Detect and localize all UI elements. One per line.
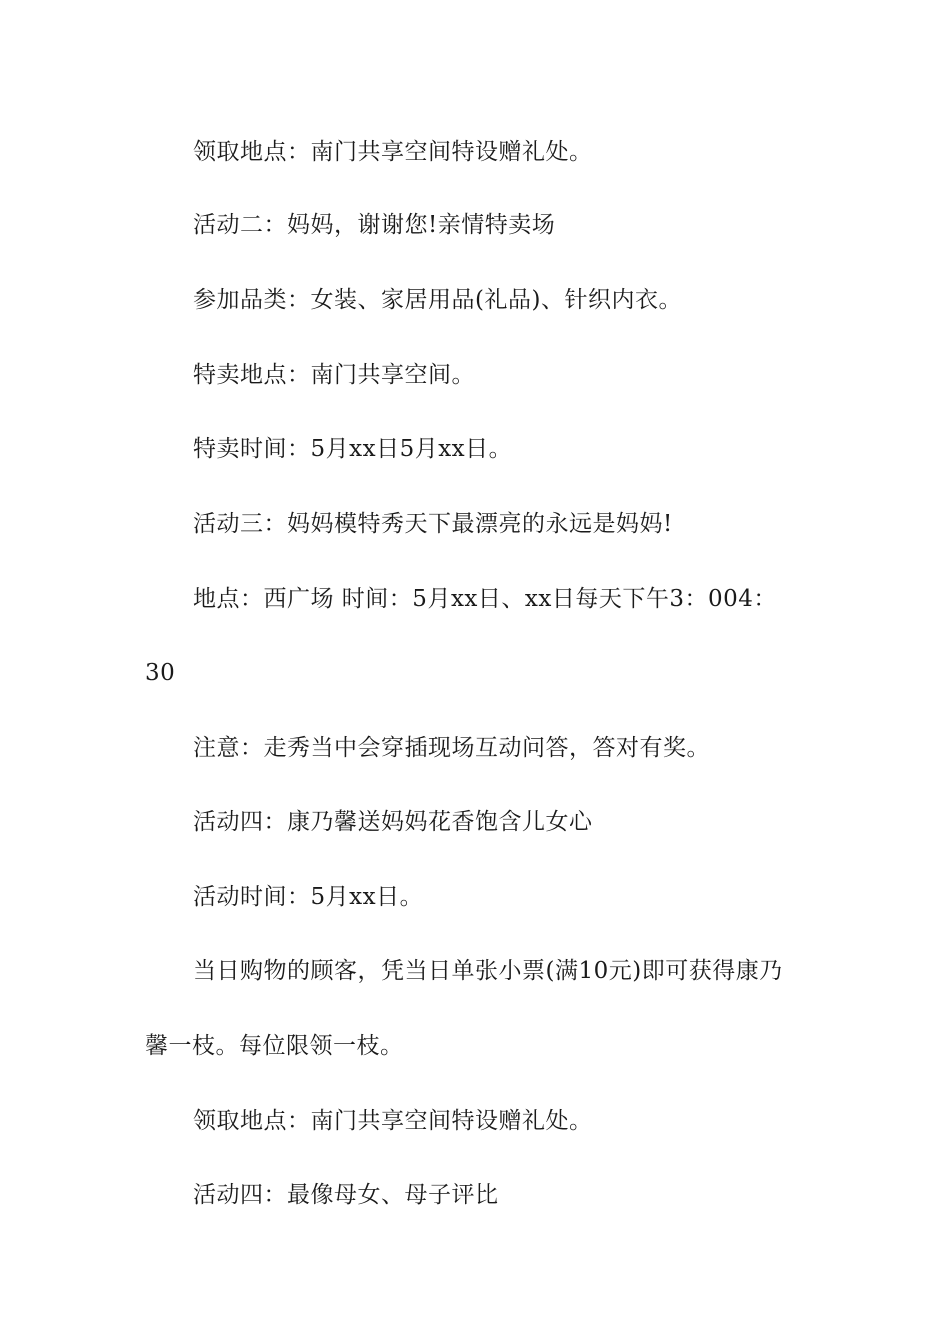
paragraph-categories: 参加品类：女装、家居用品(礼品)、针织内衣。 bbox=[193, 287, 682, 313]
paragraph-pickup-location-repeat: 领取地点：南门共享空间特设赠礼处。 bbox=[193, 1108, 593, 1134]
paragraph-carnation-offer: 当日购物的顾客，凭当日单张小票(满10元)即可获得康乃 bbox=[193, 958, 783, 984]
paragraph-show-time-continued: 30 bbox=[145, 660, 176, 686]
paragraph-show-location-time: 地点：西广场 时间：5月xx日、xx日每天下午3：004： bbox=[193, 586, 777, 612]
paragraph-sale-time: 特卖时间：5月xx日5月xx日。 bbox=[193, 436, 513, 462]
paragraph-pickup-location: 领取地点：南门共享空间特设赠礼处。 bbox=[193, 139, 593, 165]
paragraph-activity-three-title: 活动三：妈妈模特秀天下最漂亮的永远是妈妈! bbox=[193, 511, 673, 537]
paragraph-activity-four-contest: 活动四：最像母女、母子评比 bbox=[193, 1182, 499, 1208]
paragraph-activity-four-time: 活动时间：5月xx日。 bbox=[193, 884, 424, 910]
paragraph-activity-two-title: 活动二：妈妈，谢谢您!亲情特卖场 bbox=[193, 212, 556, 238]
paragraph-show-note: 注意：走秀当中会穿插现场互动问答，答对有奖。 bbox=[193, 735, 710, 761]
paragraph-activity-four-title: 活动四：康乃馨送妈妈花香饱含儿女心 bbox=[193, 809, 593, 835]
paragraph-sale-location: 特卖地点：南门共享空间。 bbox=[193, 362, 475, 388]
paragraph-carnation-offer-continued: 馨一枝。每位限领一枝。 bbox=[145, 1033, 404, 1059]
